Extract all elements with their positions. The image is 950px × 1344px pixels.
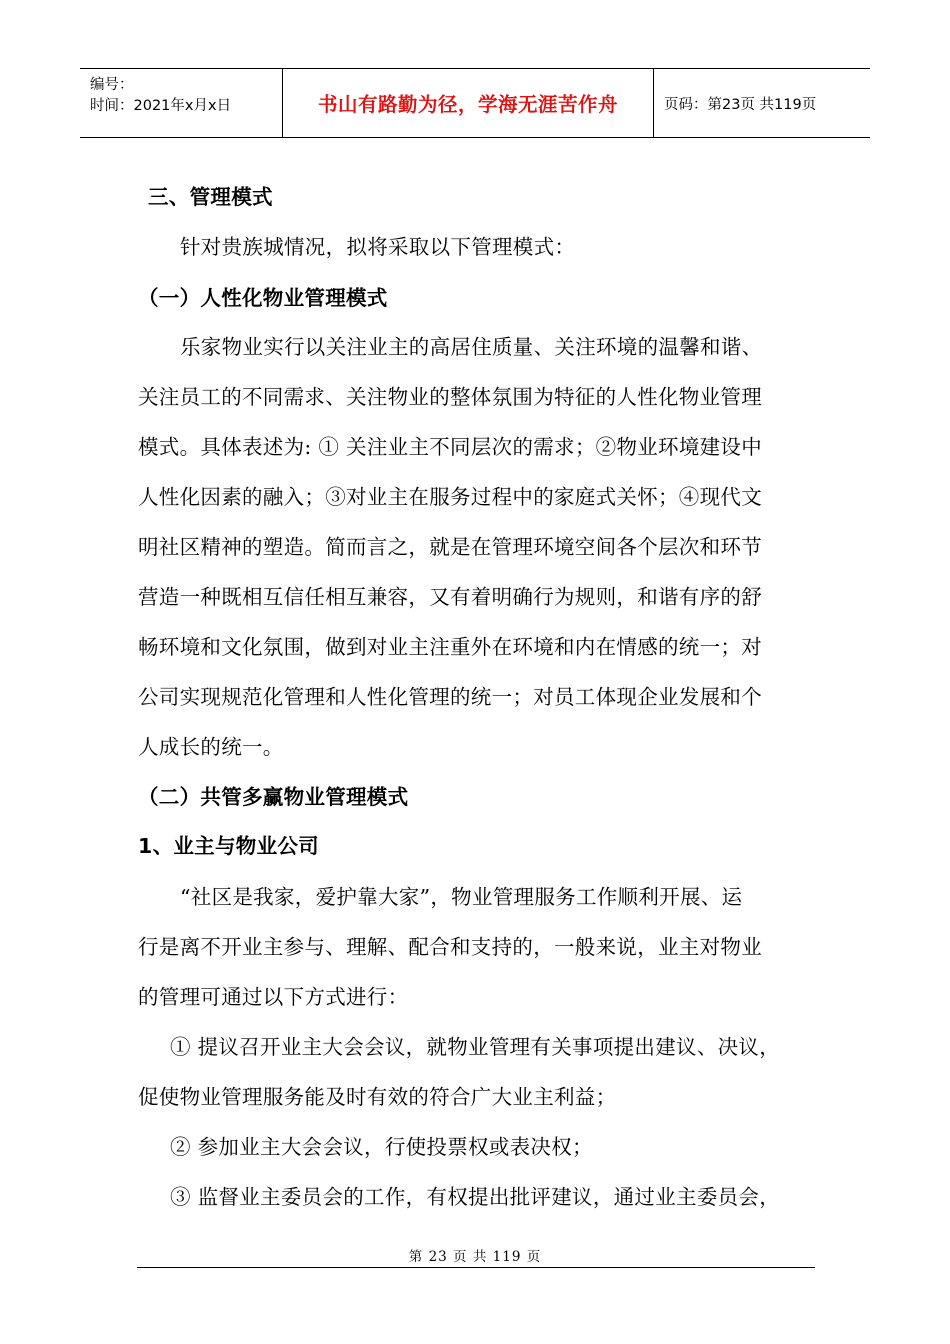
list-item-line: ③ 监督业主委员会的工作，有权提出批评建议，通过业主委员会， <box>170 1185 781 1209</box>
paragraph-line: 针对贵族城情况，拟将采取以下管理模式： <box>180 235 576 259</box>
document-time-label: 时间：2021年x月x日 <box>90 98 232 114</box>
header-meta <box>80 69 282 137</box>
paragraph-line: 乐家物业实行以关注业主的高居住质量、关注环境的温馨和谐、 <box>180 335 763 359</box>
paragraph-line: 人性化因素的融入；③对业主在服务过程中的家庭式关怀；④现代文 <box>138 485 762 509</box>
paragraph-line: 模式。具体表述为: ① 关注业主不同层次的需求；②物业环境建设中 <box>138 435 763 459</box>
footer-page-number: 第 23 页 共 119 页 <box>408 1249 542 1265</box>
paragraph-line: 的管理可通过以下方式进行： <box>138 985 409 1009</box>
paragraph-line: 畅环境和文化氛围，做到对业主注重外在环境和内在情感的统一；对 <box>138 635 762 659</box>
paragraph-line: 公司实现规范化管理和人性化管理的统一；对员工体现企业发展和个 <box>138 685 762 709</box>
list-item-line: ① 提议召开业主大会会议，就物业管理有关事项提出建议、决议， <box>170 1035 781 1059</box>
paragraph-line: 人成长的统一。 <box>138 735 284 759</box>
footer-divider <box>137 1267 815 1268</box>
item-heading: 1、业主与物业公司 <box>138 834 319 858</box>
paragraph-line: “社区是我家，爱护靠大家”，物业管理服务工作顺利开展、运 <box>180 885 743 909</box>
list-item-line: ② 参加业主大会会议，行使投票权或表决权； <box>170 1135 593 1159</box>
header-page-info: 页码：第23页 共119页 <box>664 96 817 113</box>
paragraph-line: 促使物业管理服务能及时有效的符合广大业主利益； <box>138 1085 617 1109</box>
subsection-heading: （一）人性化物业管理模式 <box>138 286 388 310</box>
paragraph-line: 明社区精神的塑造。简而言之，就是在管理环境空间各个层次和环节 <box>138 535 762 559</box>
subsection-heading: （二）共管多赢物业管理模式 <box>138 785 409 809</box>
header-motto: 书山有路勤为径，学海无涯苦作舟 <box>282 69 654 137</box>
document-header <box>80 68 870 138</box>
paragraph-line: 关注员工的不同需求、关注物业的整体氛围为特征的人性化物业管理 <box>138 385 762 409</box>
section-heading: 三、管理模式 <box>148 185 273 209</box>
paragraph-line: 行是离不开业主参与、理解、配合和支持的，一般来说，业主对物业 <box>138 935 762 959</box>
paragraph-line: 营造一种既相互信任相互兼容，又有着明确行为规则，和谐有序的舒 <box>138 585 762 609</box>
document-number-label: 编号： <box>90 77 134 93</box>
